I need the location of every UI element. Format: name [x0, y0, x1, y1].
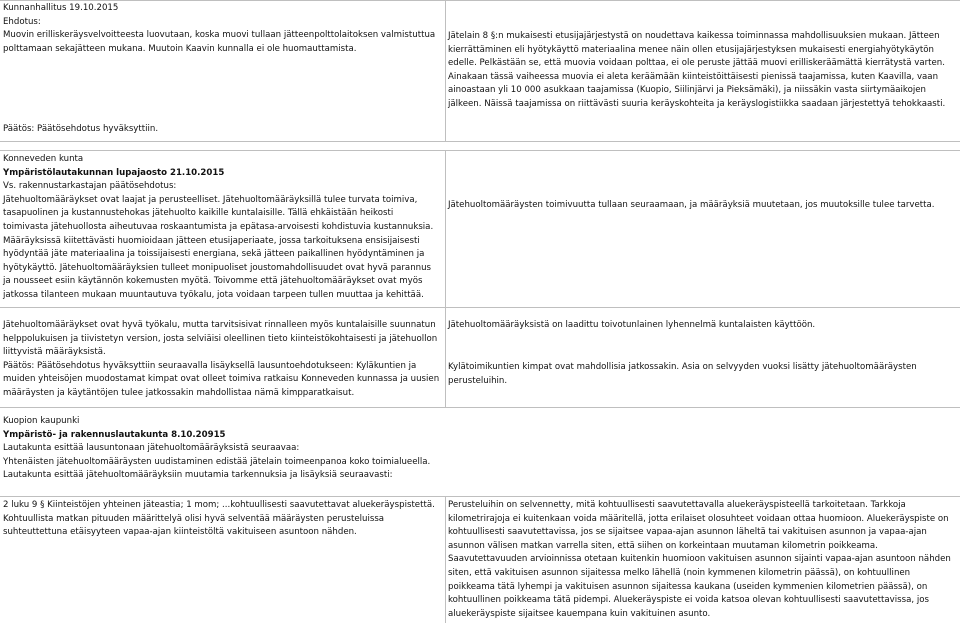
- board-meeting-title: Kunnanhallitus 19.10.2015: [3, 3, 119, 13]
- proposal-label: Vs. rakennustarkastajan päätösehdotus:: [3, 181, 177, 192]
- proposal-text: Jätehuoltomääräykset ovat hyvä työkalu, mutta tarvitsisivat rinnalleen myös kuntalaisille suunnatun helppolukuisen ja tiivistetyn version, josta selviäisi oleellinen tieto kiinteistökohtaisesti ja jätehuollon liittyvistä määräyksistä.: [3, 320, 438, 358]
- proposal-text: Jätehuoltomääräykset ovat laajat ja perusteelliset. Jätehuoltomääräyksillä tulee turvata toimiva, tasapuolinen ja kustannustehokas jätehuolto kaikille kuntalaisille. Tällä ehkäistään heikosti toimivasta jätehuollosta aiheutuvaa roskaantumista ja epätasa-arvoisesti kohdistuvia kustannuksia. Määräyksissä kiitettävästi huomioidaan jätteen etusijaperiaate, jossa tarkoituksena ensisijaisesti hyödyntää jäte materiaalina ja toissijaisesti energiana, sekä jätteen paikallinen hyödyntäminen ja hyötykäyttö. Jätehuoltomääräyksien tulleet monipuoliset joustomahdollisuudet ovat hyvä parannus ja nousseet esiin käytännön kokemusten myötä. Toivomme että jätehuoltomääräykset ovat myös jatkossa tilanteen mukaan muuntautuva työkalu, jota voidaan tarpeen tullen muuttaa ja kehittää.: [3, 194, 434, 300]
- section-kaavi-left: [3, 2, 441, 56]
- response-text: Jätelain 8 §:n mukaisesti etusijajärjestystä on noudettava kaikessa toiminnassa mahdollisuuksien mukaan. Jätteen kierrättäminen eli hyötykäyttö materiaalina menee näin ollen etusijajärjestyksen mukaisesti energiahyötykäytön edelle. Pelkästään se, että muovia voidaan polttaa, ei ole peruste jättää muovi erilliskeräämättä kierrätystä varten. Ainakaan tässä vaiheessa muovia ei aleta keräämään kiinteistöittäisesti pienissä taajamissa, kuten Kaavilla, vaan ainoastaan yli 10 000 asukkaan taajamissa (Kuopio, Siilinjärvi ja Pieksämäki), ja niissäkin vasta siirtymäaikojen jälkeen. Näissä taajamissa on riittävästi suuria keräyskohteita ja keräyslogistiikka saadaan järjestettyä tehokkaasti.: [448, 31, 946, 109]
- section-kuopio-left-2: [3, 499, 441, 540]
- municipality-name: Kuopion kaupunki: [3, 416, 80, 426]
- table-divider-2: [0, 150, 960, 151]
- response-text: Perusteluihin on selvennetty, mitä kohtuullisesti saavutettavalla aluekeräyspisteellä tarkoitetaan. Tarkkoja kilometrirajoja ei kuitenkaan voida määritellä, jotta erilaiset olosuhteet voidaan ottaa huomioon. Aluekeräyspiste on kohtuullisesti saavutettavissa, jos se sijaitsee vapaa-ajan asunnon läheltä tai vakituisen asunnon ja vapaa-ajan asunnon välisen matkan varrella siten, että siihen on korkeintaan muutaman kilometrin poikkeama. Saavutettavuuden arvioinnissa otetaan kuitenkin huomioon vakituisen asunnon sijainti vapaa-ajan asuntoon nähden siten, että vakituisen asunnon sijaitessa melko lähellä (noin kymmenen kilometrin päässä), on kohtuullinen poikkeama tätä lyhempi ja vakituisen asunnon sijaitessa kaukana (useiden kymmenien kilometrien päässä), on kohtuullinen poikkeama tätä pidempi. Aluekeräyspiste ei voida katsoa olevan kohtuullisesti saavutettavissa, jos aluekeräyspiste sijaitsee kauempana kuin vakituinen asunto.: [448, 500, 951, 619]
- statement-line: Lautakunta esittää lausuntonaan jätehuoltomääräyksistä seuraavaa:: [3, 443, 300, 454]
- column-divider-2: [445, 150, 446, 407]
- table-border-top: [0, 0, 960, 1]
- statement-line: Yhtenäisten jätehuoltomääräysten uudistaminen edistää jätelain toimeenpanoa koko toimialueella.: [3, 456, 431, 467]
- column-divider-1: [445, 0, 446, 141]
- section-konnevesi-left: [3, 153, 441, 303]
- column-divider-3: [445, 496, 446, 623]
- table-divider-4: [0, 407, 960, 408]
- section-kuopio-right: [448, 499, 956, 621]
- response-text: Jätehuoltomääräysten toimivuutta tullaan seuraamaan, ja määräyksiä muutetaan, jos muutoksille tulee tarvetta.: [448, 200, 935, 210]
- proposal-text: Muovin erilliskeräysvelvoitteesta luovutaan, koska muovi tullaan jätteenpolttolaitoksen valmistuttua polttamaan sekajätteen mukana. Muutoin Kaavin kunnalla ei ole huomauttamista.: [3, 30, 436, 54]
- response-text: Kylätoimikuntien kimpat ovat mahdollisia jatkossakin. Asia on selvyyden vuoksi lisätty jätehuoltomääräysten perusteluihin.: [448, 362, 917, 386]
- statement-line: Lautakunta esittää jätehuoltomääräyksiin muutamia tarkennuksia ja lisäyksiä seuraavasti:: [3, 470, 393, 481]
- table-divider-1: [0, 141, 960, 142]
- board-name: Ympäristölautakunnan lupajaosto 21.10.2015: [3, 167, 225, 178]
- section-konnevesi-right-2: [448, 319, 956, 333]
- board-name: Ympäristö- ja rakennuslautakunta 8.10.20915: [3, 429, 226, 440]
- section-kaavi-decision: [3, 123, 441, 137]
- table-divider-3: [0, 307, 960, 308]
- response-text: Jätehuoltomääräyksistä on laadittu toivotunlainen lyhennelmä kuntalaisten käyttöön.: [448, 320, 816, 330]
- section-kaavi-right: [448, 30, 956, 112]
- decision-text: Päätös: Päätösehdotus hyväksyttiin seuraavalla lisäyksellä lausuntoehdotukseen: Kyläkuntien ja muiden yhteisöjen muodostamat kimpat ovat olleet toimiva ratkaisu Konneveden kunnassa ja uusien määräysten ja käytäntöjen tulee jatkossakin mahdollistaa nämä kimpparatkaisut.: [3, 360, 440, 398]
- municipality-name: Konneveden kunta: [3, 154, 84, 164]
- section-kuopio-left: [3, 415, 441, 483]
- section-konnevesi-left-2: [3, 319, 441, 401]
- decision-text: Päätös: Päätösehdotus hyväksyttiin.: [3, 124, 159, 134]
- proposal-label: Ehdotus:: [3, 16, 41, 27]
- section-konnevesi-right-3: [448, 361, 956, 388]
- section-konnevesi-right: [448, 199, 956, 213]
- table-divider-5: [0, 496, 960, 497]
- proposal-text: 2 luku 9 § Kiinteistöjen yhteinen jäteastia; 1 mom; ...kohtuullisesti saavutettavat aluekeräyspistettä. Kohtuullista matkan pituuden määrittelyä olisi hyvä selventää määräysten perusteluissa suhteuttettuna etäisyyteen vapaa-ajan kiinteistöltä vakituiseen asuntoon nähden.: [3, 500, 435, 538]
